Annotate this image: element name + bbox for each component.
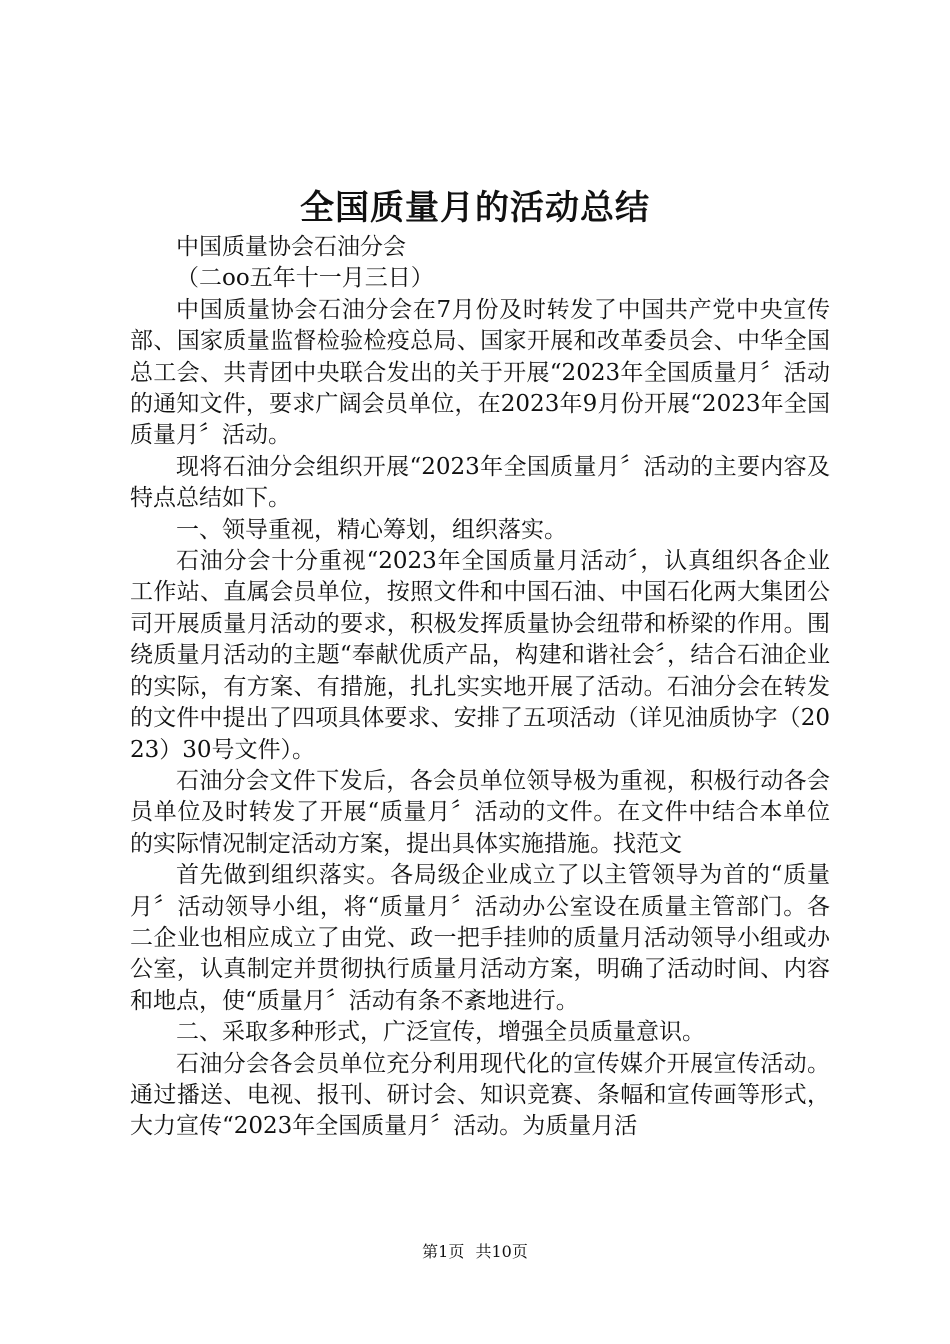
page-total: 共10页 — [475, 1242, 528, 1261]
document-body — [130, 232, 830, 1143]
body-paragraph: 石油分会文件下发后，各会员单位领导极为重视，积极行动各会员单位及时转发了开展“质量月〞活动的文件。在文件中结合本单位的实际情况制定活动方案，提出具体实施措施。找范文 — [130, 767, 830, 857]
section-heading: 一、领导重视，精心筹划，组织落实。 — [176, 516, 567, 543]
section-heading: 二、采取多种形式，广泛宣传，增强全员质量意识。 — [176, 1019, 705, 1046]
body-paragraph: 石油分会各会员单位充分利用现代化的宣传媒介开展宣传活动。通过播送、电视、报刊、研讨会、知识竞赛、条幅和宣传画等形式，大力宣传“2023年全国质量月〞活动。为质量月活 — [130, 1050, 830, 1140]
page-footer — [0, 1240, 950, 1264]
document-title: 全国质量月的活动总结 — [300, 188, 650, 228]
body-paragraph: 首先做到组织落实。各局级企业成立了以主管领导为首的“质量月〞活动领导小组，将“质量月〞活动办公室设在质量主管部门。各二企业也相应成立了由党、政一把手挂帅的质量月活动领导小组或办公室，认真制定并贯彻执行质量月活动方案，明确了活动时间、内容和地点，使“质量月〞活动有条不紊地进行。 — [130, 862, 830, 1014]
body-paragraph: 中国质量协会石油分会在7月份及时转发了中国共产党中央宣传部、国家质量监督检验检疫总局、国家开展和改革委员会、中华全国总工会、共青团中央联合发出的关于开展“2023年全国质量月〞活动的通知文件，要求广阔会员单位，在2023年9月份开展“2023年全国质量月〞活动。 — [130, 296, 830, 449]
author-line: 中国质量协会石油分会 — [176, 234, 406, 260]
page-number: 第1页 — [422, 1242, 465, 1261]
body-paragraph: 石油分会十分重视“2023年全国质量月活动〞，认真组织各企业工作站、直属会员单位，按照文件和中国石油、中国石化两大集团公司开展质量月活动的要求，积极发挥质量协会纽带和桥梁的作用。围绕质量月活动的主题“奉献优质产品，构建和谐社会〞，结合石油企业的实际，有方案、有措施，扎扎实实地开展了活动。石油分会在转发的文件中提出了四项具体要求、安排了五项活动（详见油质协字（2023）30号文件）。 — [130, 548, 830, 763]
date-line: （二oo五年十一月三日） — [176, 265, 434, 292]
body-paragraph: 现将石油分会组织开展“2023年全国质量月〞活动的主要内容及特点总结如下。 — [130, 453, 830, 512]
